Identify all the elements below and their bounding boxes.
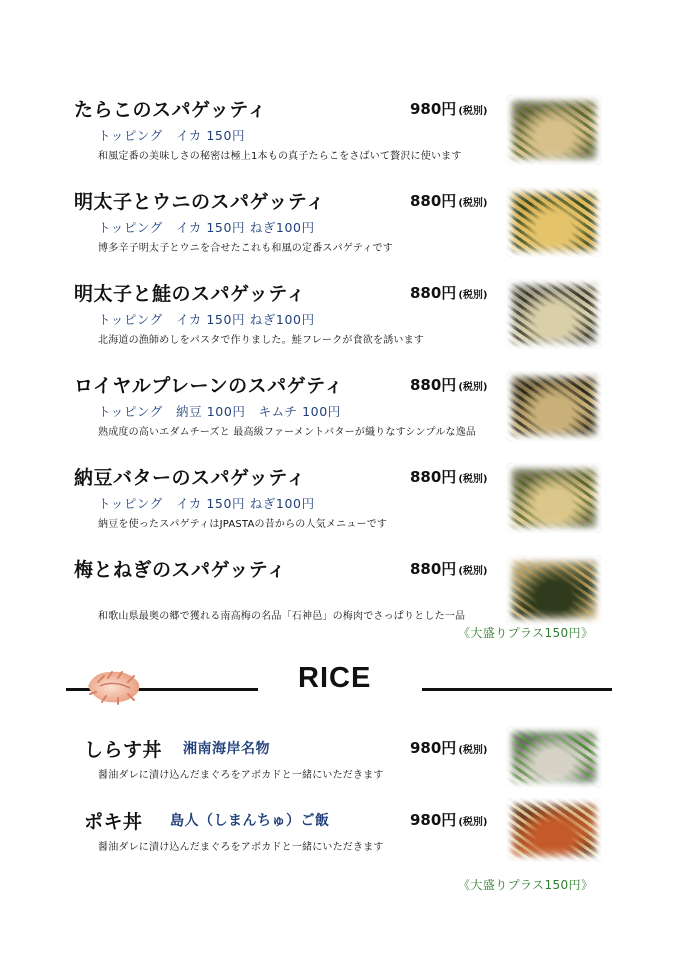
item-price — [410, 809, 487, 830]
tax-note: (税別) — [458, 290, 488, 301]
item-topping: トッピング イカ 150円 ねぎ100円 — [98, 312, 315, 327]
tax-note: (税別) — [458, 198, 488, 209]
item-name: ロイヤルプレーンのスパゲティ — [74, 375, 344, 397]
price-value: 980円 — [410, 100, 457, 118]
item-topping: トッピング 納豆 100円 キムチ 100円 — [98, 404, 341, 419]
item-description: 醤油ダレに漬け込んだまぐろをアボカドと一緒にいただきます — [98, 770, 384, 781]
item-price — [410, 98, 487, 119]
item-price — [410, 374, 487, 395]
dish-photo — [506, 279, 602, 349]
item-name: 明太子と鮭のスパゲッティ — [74, 283, 306, 305]
price-value: 880円 — [410, 560, 457, 578]
tax-note: (税別) — [458, 745, 488, 756]
item-name: 梅とねぎのスパゲッティ — [74, 559, 287, 581]
tax-note: (税別) — [458, 566, 488, 577]
item-description: 北海道の漁師めしをパスタで作りました。鮭フレークが食欲を誘います — [98, 335, 424, 346]
price-value: 880円 — [410, 192, 457, 210]
item-name: たらこのスパゲッティ — [74, 99, 267, 121]
item-topping: トッピング イカ 150円 — [98, 128, 246, 143]
item-price — [410, 737, 487, 758]
price-value: 880円 — [410, 468, 457, 486]
tax-note: (税別) — [458, 474, 488, 485]
price-value: 980円 — [410, 811, 457, 829]
tax-note: (税別) — [458, 106, 488, 117]
dish-photo — [506, 187, 602, 257]
price-value: 980円 — [410, 739, 457, 757]
section-title-rice: RICE — [298, 662, 372, 694]
dish-photo — [506, 95, 602, 165]
item-name: ポキ丼 — [84, 811, 143, 833]
item-description: 博多辛子明太子とウニを合せたこれも和風の定番スパゲティです — [98, 243, 393, 254]
dish-photo — [506, 463, 602, 533]
item-topping: トッピング イカ 150円 ねぎ100円 — [98, 496, 315, 511]
price-value: 880円 — [410, 376, 457, 394]
tax-note: (税別) — [458, 817, 488, 828]
item-name: 納豆バターのスパゲッティ — [74, 467, 306, 489]
item-description: 熟成度の高いエダムチーズと 最高級ファーメントバターが織りなすシンプルな逸品 — [98, 427, 477, 438]
item-name: しらす丼 — [84, 739, 163, 761]
item-name: 明太子とウニのスパゲッティ — [74, 191, 326, 213]
dish-photo — [506, 798, 602, 862]
dish-photo — [506, 371, 602, 441]
item-description: 納豆を使ったスパゲティはJPASTAの昔からの人気メニューです — [98, 519, 388, 530]
right-divider — [422, 688, 612, 691]
item-subtitle: 島人（しまんちゅ）ご飯 — [170, 813, 330, 829]
item-price — [410, 558, 487, 579]
item-subtitle: 湘南海岸名物 — [183, 741, 270, 757]
item-description: 和歌山県最奥の郷で獲れる南高梅の名品「石神邑」の梅肉でさっぱりとした一品 — [98, 611, 466, 622]
tax-note: (税別) — [458, 382, 488, 393]
item-topping: トッピング イカ 150円 ねぎ100円 — [98, 220, 315, 235]
dish-photo — [506, 726, 602, 788]
price-value: 880円 — [410, 284, 457, 302]
seashell-icon — [84, 664, 144, 706]
item-description: 醤油ダレに漬け込んだまぐろをアボカドと一緒にいただきます — [98, 842, 384, 853]
item-price — [410, 190, 487, 211]
item-price — [410, 466, 487, 487]
dish-photo — [506, 555, 602, 625]
item-price — [410, 282, 487, 303]
item-description: 和風定番の美味しさの秘密は極上1本もの真子たらこをさばいて贅沢に使います — [98, 151, 462, 162]
rice-large-size-note: 《大盛りプラス150円》 — [458, 878, 594, 892]
pasta-large-size-note: 《大盛りプラス150円》 — [458, 626, 594, 640]
